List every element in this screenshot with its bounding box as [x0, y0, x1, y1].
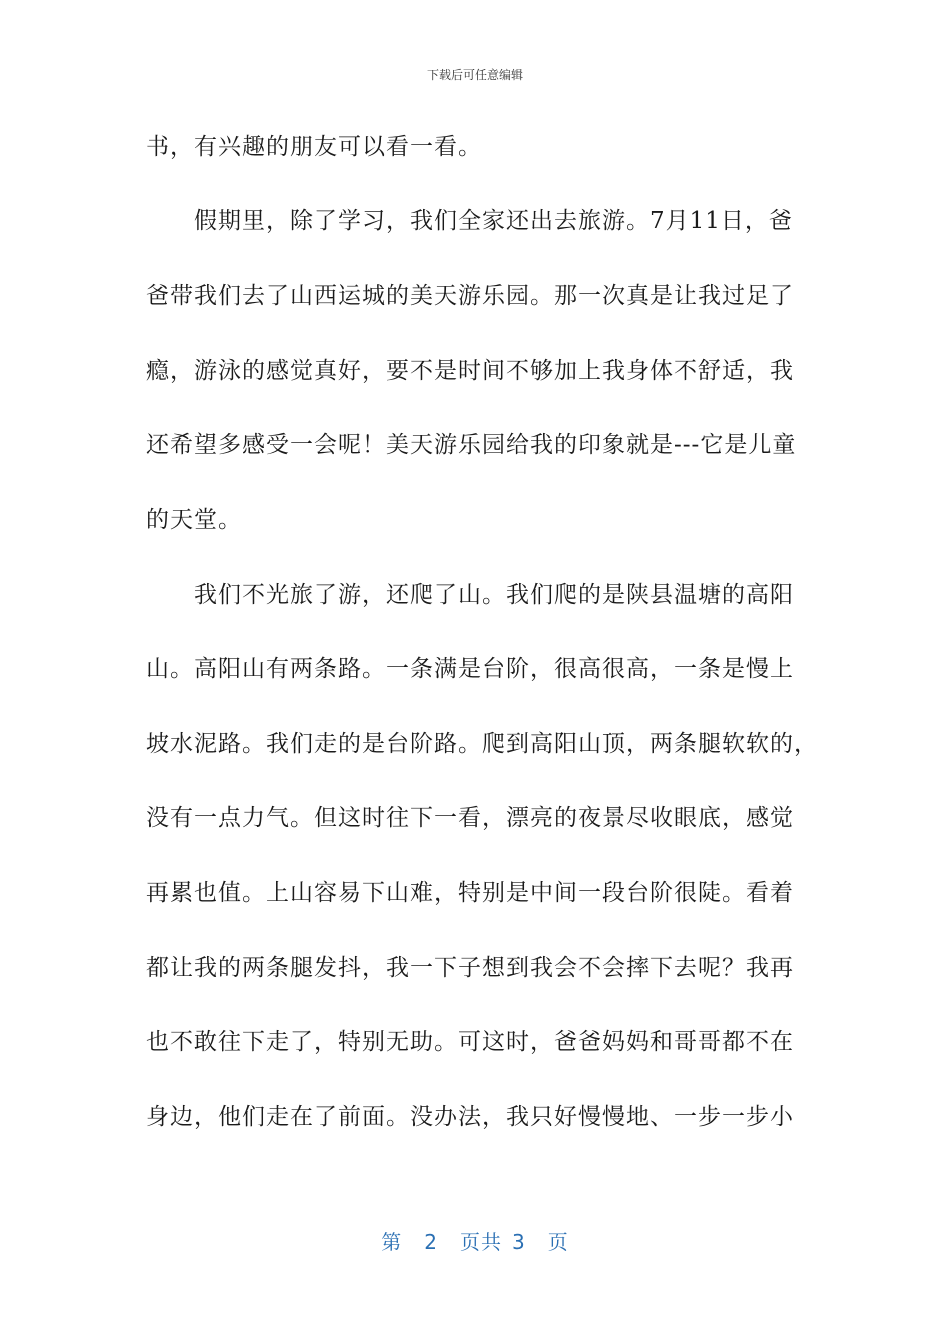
text-line: 假期里，除了学习，我们全家还出去旅游。7月11日，爸 — [146, 208, 793, 234]
text-line: 的天堂。 — [146, 507, 242, 533]
page-header: 下载后可任意编辑 — [426, 68, 523, 82]
current-page-number: 2 — [424, 1230, 438, 1254]
text-line: 也不敢往下走了，特别无助。可这时，爸爸妈妈和哥哥都不在 — [146, 1029, 794, 1055]
text-line: 坡水泥路。我们走的是台阶路。爬到高阳山顶，两条腿软软的， — [146, 731, 818, 757]
page-label-mid: 页共 — [460, 1230, 502, 1254]
text-line: 瘾，游泳的感觉真好，要不是时间不够加上我身体不舒适，我 — [146, 358, 794, 384]
text-line: 都让我的两条腿发抖，我一下子想到我会不会摔下去呢？我再 — [146, 955, 794, 981]
text-line: 爸带我们去了山西运城的美天游乐园。那一次真是让我过足了 — [146, 283, 794, 309]
page-footer — [0, 1226, 950, 1255]
text-line: 书，有兴趣的朋友可以看一看。 — [146, 134, 482, 160]
text-line: 我们不光旅了游，还爬了山。我们爬的是陕县温塘的高阳 — [146, 582, 794, 608]
text-line: 山。高阳山有两条路。一条满是台阶，很高很高，一条是慢上 — [146, 656, 794, 682]
page-label-prefix: 第 — [381, 1230, 403, 1254]
text-line: 再累也值。上山容易下山难，特别是中间一段台阶很陡。看着 — [146, 880, 794, 906]
page-label-suffix: 页 — [547, 1230, 569, 1254]
text-line: 没有一点力气。但这时往下一看，漂亮的夜景尽收眼底，感觉 — [146, 805, 794, 831]
total-pages-number: 3 — [512, 1230, 526, 1254]
text-line: 身边，他们走在了前面。没办法，我只好慢慢地、一步一步小 — [146, 1104, 794, 1130]
text-line: 还希望多感受一会呢！美天游乐园给我的印象就是---它是儿童 — [146, 432, 797, 458]
